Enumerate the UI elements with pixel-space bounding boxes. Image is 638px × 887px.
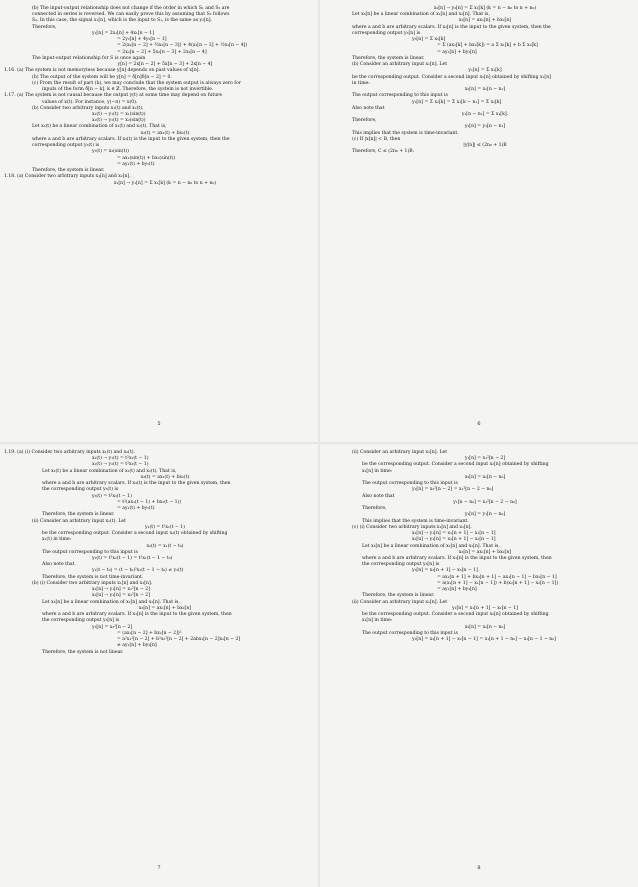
- page-8-body: [342, 450, 628, 643]
- text-line: The output corresponding to this input is: [42, 549, 138, 555]
- equation-line: y₂[n] = y₁[n − n₁]: [464, 124, 506, 130]
- text-line: (c) (i) Consider two arbitrary inputs x₁[n] and x₂[n].: [352, 524, 472, 530]
- equation-line: y₁[n] = 2x₁[n] + 4x₁[n − 1]: [92, 30, 155, 36]
- text-line: Therefore, C ≤ (2n₀ + 1)B.: [352, 149, 415, 155]
- equation-line: = a²x₁²[n − 2] + b²x₂²[n − 2] + 2abx₁[n − 2]x₂[n − 2]: [117, 637, 241, 643]
- equation-line: x₂[n] → y₂[n] = Σ x₂[k] (k = n − n₀ to n + n₀): [433, 6, 537, 11]
- equation-line: x₂[n] = x₁[n − n₁]: [464, 87, 506, 93]
- equation-line: y[n] = 2x[n − 2] + 5x[n − 3] + 2x[n − 4]: [117, 62, 213, 68]
- page-number: 7: [157, 865, 161, 872]
- equation-line: y₃[n] = x₃²[n − 2]: [92, 624, 133, 630]
- equation-line: x₂[n] → y₂[n] = x₂²[n − 2]: [92, 593, 151, 599]
- text-line: x₁[n] in time:: [362, 618, 393, 624]
- equation-line: x₃[n] = ax₁[n] + bx₂[n]: [458, 549, 512, 555]
- text-line: in time:: [352, 80, 370, 86]
- equation-line: = ax₁(sin(t)) + bx₂(sin(t)): [117, 155, 176, 161]
- text-line: (b) The input-output relationship does not change if the order in which S₁ and S₂ are: [32, 6, 230, 11]
- text-line: connected in series is reversed. We can easily prove this by assuming that S₁ follows: [32, 12, 230, 18]
- text-line: The input-output relationship for S is once again: [32, 55, 146, 61]
- text-line: Therefore, the system is linear.: [352, 55, 425, 61]
- page-8: [320, 444, 638, 886]
- text-line: (b) (i) Consider two arbitrary inputs x₁[n] and x₂[n].: [32, 580, 153, 586]
- text-line: Let x₃(t) be a linear combination of x₁(t) and x₂(t). That is,: [42, 468, 177, 474]
- text-line: Let x₃[n] be a linear combination of x₁[n] and x₂[n]. That is,: [352, 12, 490, 18]
- page-6: [320, 0, 638, 442]
- text-line: the corresponding output y₃[n] is: [42, 618, 120, 624]
- page-7: [0, 444, 318, 886]
- text-line: corresponding output y₃[n] is: [352, 30, 421, 36]
- equation-line: y₁[n] = x₁[n + 1] − x₁[n − 1]: [452, 605, 518, 611]
- equation-line: y₃(t) = t²x₃(t − 1): [92, 493, 132, 499]
- text-line: where a and b are arbitrary scalars. If x₃[n] is the input to the given system, then: [362, 555, 552, 561]
- equation-line: x₃[n] = ax₁[n] + bx₂[n]: [458, 18, 512, 24]
- text-line: (b) Consider an arbitrary input x₁[n]. Let: [352, 62, 448, 68]
- text-line: The output corresponding to this input is: [362, 630, 458, 636]
- text-line: Therefore, the system is linear.: [32, 168, 105, 174]
- text-line: (c) From the result of part (b), we may conclude that the system output is always zero for: [32, 80, 241, 86]
- text-line: Also note that: [42, 562, 75, 568]
- equation-line: = (ax₁[n − 2] + bx₂[n − 2])²: [117, 630, 182, 636]
- problem-heading-line: 1.18. (a) Consider two arbitrary inputs x₁[n] and x₂[n].: [4, 174, 131, 180]
- text-line: where a and b are arbitrary scalars. If x₃(t) is the input to the given system, then: [42, 481, 231, 487]
- equation-line: ≠ ay₁[n] + by₂[n]: [117, 643, 157, 649]
- equation-line: y₃[n] = x₃[n + 1] − x₃[n − 1]: [412, 568, 478, 574]
- text-line: The output corresponding to this input is: [362, 481, 458, 487]
- equation-line: = 2x₂[n − 2] + 5x₂[n − 3] + 2x₂[n − 4]: [117, 49, 207, 55]
- text-line: Therefore,: [32, 24, 57, 30]
- equation-line: x₃[n] = ax₁[n] + bx₂[n]: [138, 605, 192, 611]
- equation-line: x₂[n] = x₁[n − n₀]: [464, 624, 506, 630]
- equation-line: y₁(t) = t²x₁(t − 1): [145, 524, 185, 530]
- text-line: x₁[n] in time:: [362, 468, 393, 474]
- equation-line: = t²(ax₁(t − 1) + bx₂(t − 1)): [117, 499, 182, 505]
- text-line: where a and b are arbitrary scalars. If x₃[n] is the input to the given system, then the: [352, 24, 551, 30]
- text-line: Also note that: [362, 493, 395, 499]
- page-number: 5: [157, 421, 161, 428]
- text-line: (b) Consider two arbitrary inputs x₁(t) and x₂(t).: [32, 105, 144, 111]
- text-line: be the corresponding output. Consider a second input x₂[n] obtained by shifting x₁[n]: [352, 74, 551, 80]
- equation-line: = Σ (ax₁[k] + bx₂[k]) = a Σ x₁[k] + b Σ x₂[k]: [437, 43, 538, 49]
- text-line: (c) If |x[n]| < B, then: [352, 136, 401, 142]
- text-line: S₂. In this case, the signal x₁[n], which is the input to S₁, is the same as y₂[n].: [32, 18, 212, 24]
- equation-line: x₁[n] → y₁[n] = x₁[n + 1] − x₁[n − 1]: [412, 531, 496, 537]
- text-line: the corresponding output y₃[n] is: [362, 562, 440, 568]
- equation-line: y₁[n − n₁] = Σ x₁[k].: [461, 111, 509, 117]
- equation-line: x₂(t) = x₁(t − t₀): [146, 543, 184, 549]
- equation-line: y₁[n] = x₁²[n − 2]: [464, 456, 506, 462]
- text-line: (ii) Consider an arbitrary input x₁[n]. Let: [352, 599, 448, 605]
- text-line: Also note that: [352, 105, 385, 111]
- equation-line: y₂[n] = y₁[n − n₀]: [464, 512, 506, 518]
- equation-line: = ay₁[n] + by₂[n]: [437, 49, 477, 55]
- text-line: (ii) Consider an arbitrary input x₁(t). Let: [32, 518, 126, 524]
- text-line: where a and b are arbitrary scalars. If x₃(t) is the input to the given system, then the: [32, 136, 230, 142]
- equation-line: = 2y₂[n] + 4y₂[n − 1]: [117, 37, 167, 43]
- equation-line: y₃[n] = Σ x₃[k]: [412, 37, 446, 43]
- equation-line: y₁(t − t₀) = (t − t₀)²x₁(t − 1 − t₀) ≠ y₂(t): [92, 568, 184, 574]
- equation-line: y₂[n] = x₂[n + 1] − x₂[n − 1] = x₁[n + 1 − n₀] − x₁[n − 1 − n₀]: [412, 637, 556, 643]
- text-line: Therefore, the system is not linear.: [42, 649, 124, 655]
- equation-line: x₁[n] → y₁[n] = x₁²[n − 2]: [92, 587, 151, 593]
- equation-line: = ay₁(t) + by₂(t): [117, 506, 155, 512]
- text-line: (b) The output of the system will be y[n] = δ[n]δ[n − 2] = 0.: [32, 74, 172, 80]
- equation-line: x₂[n] → y₂[n] = x₂[n + 1] − x₂[n − 1]: [412, 537, 496, 543]
- equation-line: y₂[n] = x₂²[n − 2] = x₁²[n − 2 − n₀]: [412, 487, 494, 493]
- text-line: values of x(t). For instance, y(−π) = x(0).: [42, 99, 138, 105]
- text-line: be the corresponding output. Consider a second input x₂[n] obtained by shifting: [362, 612, 549, 618]
- text-line: Therefore,: [362, 506, 387, 512]
- page-5: [0, 0, 318, 442]
- equation-line: x₁(t) → y₁(t) = t²x₁(t − 1): [92, 456, 149, 462]
- problem-heading-line: 1.17. (a) The system is not causal because the output y(t) at some time may depend on future: [4, 93, 223, 99]
- equation-line: y₃(t) = x₃(sin(t)): [92, 149, 129, 155]
- text-line: Therefore, the system is not time-invariant.: [42, 574, 144, 580]
- text-line: This implies that the system is time-invariant.: [352, 130, 459, 136]
- page-number: 6: [477, 421, 481, 428]
- equation-line: = ax₁[n + 1] + bx₂[n + 1] − ax₁[n − 1] − bx₂[n − 1]: [437, 574, 557, 580]
- text-line: The output corresponding to this input is: [352, 93, 448, 99]
- text-line: x₁(t) in time:: [42, 537, 72, 543]
- equation-line: x₂[n] = x₁[n − n₀]: [464, 474, 506, 480]
- equation-line: y₂(t) = t²x₂(t − 1) = t²x₁(t − 1 − t₀): [92, 555, 173, 561]
- equation-line: x₁[n] → y₁[n] = Σ x₁[k] (k = n − n₀ to n + n₀): [113, 180, 217, 186]
- text-line: where a and b are arbitrary scalars. If x₃[n] is the input to the given system, then: [42, 612, 232, 618]
- page-number: 8: [477, 865, 481, 872]
- equation-line: x₂(t) → y₂(t) = x₂(sin(t)): [92, 118, 146, 124]
- text-line: Let x₃[n] be a linear combination of x₁[n] and x₂[n]. That is,: [42, 599, 180, 605]
- equation-line: x₃(t) = ax₁(t) + bx₂(t): [140, 130, 190, 136]
- equation-line: x₁(t) → y₁(t) = x₁(sin(t)): [92, 111, 146, 117]
- page-6-body: [342, 6, 628, 156]
- equation-line: y₁[n] = Σ x₁[k]: [468, 68, 502, 74]
- text-line: inputs of the form δ[n − k], k ∈ ℤ. Therefore, the system is not invertible.: [42, 87, 214, 93]
- text-line: (ii) Consider an arbitrary input x₁[n]. Let: [352, 450, 448, 455]
- text-line: Let x₃[n] be a linear combination of x₁[n] and x₂[n]. That is,: [362, 543, 500, 549]
- problem-heading-line: 1.19. (a) (i) Consider two arbitrary inputs x₁(t) and x₂(t).: [4, 450, 135, 455]
- text-line: corresponding output y₃(t) is: [32, 143, 100, 149]
- equation-line: = ay₁[n] + by₂[n]: [437, 587, 477, 593]
- text-line: Let x₃(t) be a linear combination of x₁(t) and x₂(t). That is,: [32, 124, 167, 130]
- text-line: Therefore,: [352, 118, 377, 124]
- text-line: Therefore, the system is linear.: [42, 512, 115, 518]
- equation-line: = 2(x₂[n − 2] + ½x₂[n − 3]) + 4(x₂[n − 3] + ½x₂[n − 4]): [117, 43, 248, 49]
- equation-line: |y[n]| ≤ (2n₀ + 1)B: [463, 143, 507, 149]
- equation-line: = a(x₁[n + 1] − x₁[n − 1]) + b(x₂[n + 1] − x₂[n − 1]): [437, 580, 559, 586]
- text-line: be the corresponding output. Consider a second input x₂[n] obtained by shifting: [362, 462, 549, 468]
- text-line: Therefore, the system is linear.: [362, 593, 435, 599]
- page-5-body: [4, 6, 308, 187]
- page-7-body: [4, 450, 308, 656]
- equation-line: x₂(t) → y₂(t) = t²x₂(t − 1): [92, 462, 149, 468]
- equation-line: x₃(t) = ax₁(t) + bx₂(t): [140, 474, 190, 480]
- equation-line: y₂[n] = Σ x₂[k] = Σ x₁[k − n₁] = Σ x₁[k]: [412, 99, 502, 105]
- equation-line: y₁[n − n₀] = x₁²[n − 2 − n₀]: [453, 499, 517, 505]
- text-line: be the corresponding output. Consider a second input x₂(t) obtained by shifting: [42, 531, 228, 537]
- text-line: This implies that the system is time-invariant.: [362, 518, 469, 524]
- problem-heading-line: 1.16. (a) The system is not memoryless because y[n] depends on past values of x[n].: [4, 68, 200, 74]
- equation-line: = ay₁(t) + by₂(t): [117, 161, 155, 167]
- text-line: the corresponding output y₃(t) is: [42, 487, 119, 493]
